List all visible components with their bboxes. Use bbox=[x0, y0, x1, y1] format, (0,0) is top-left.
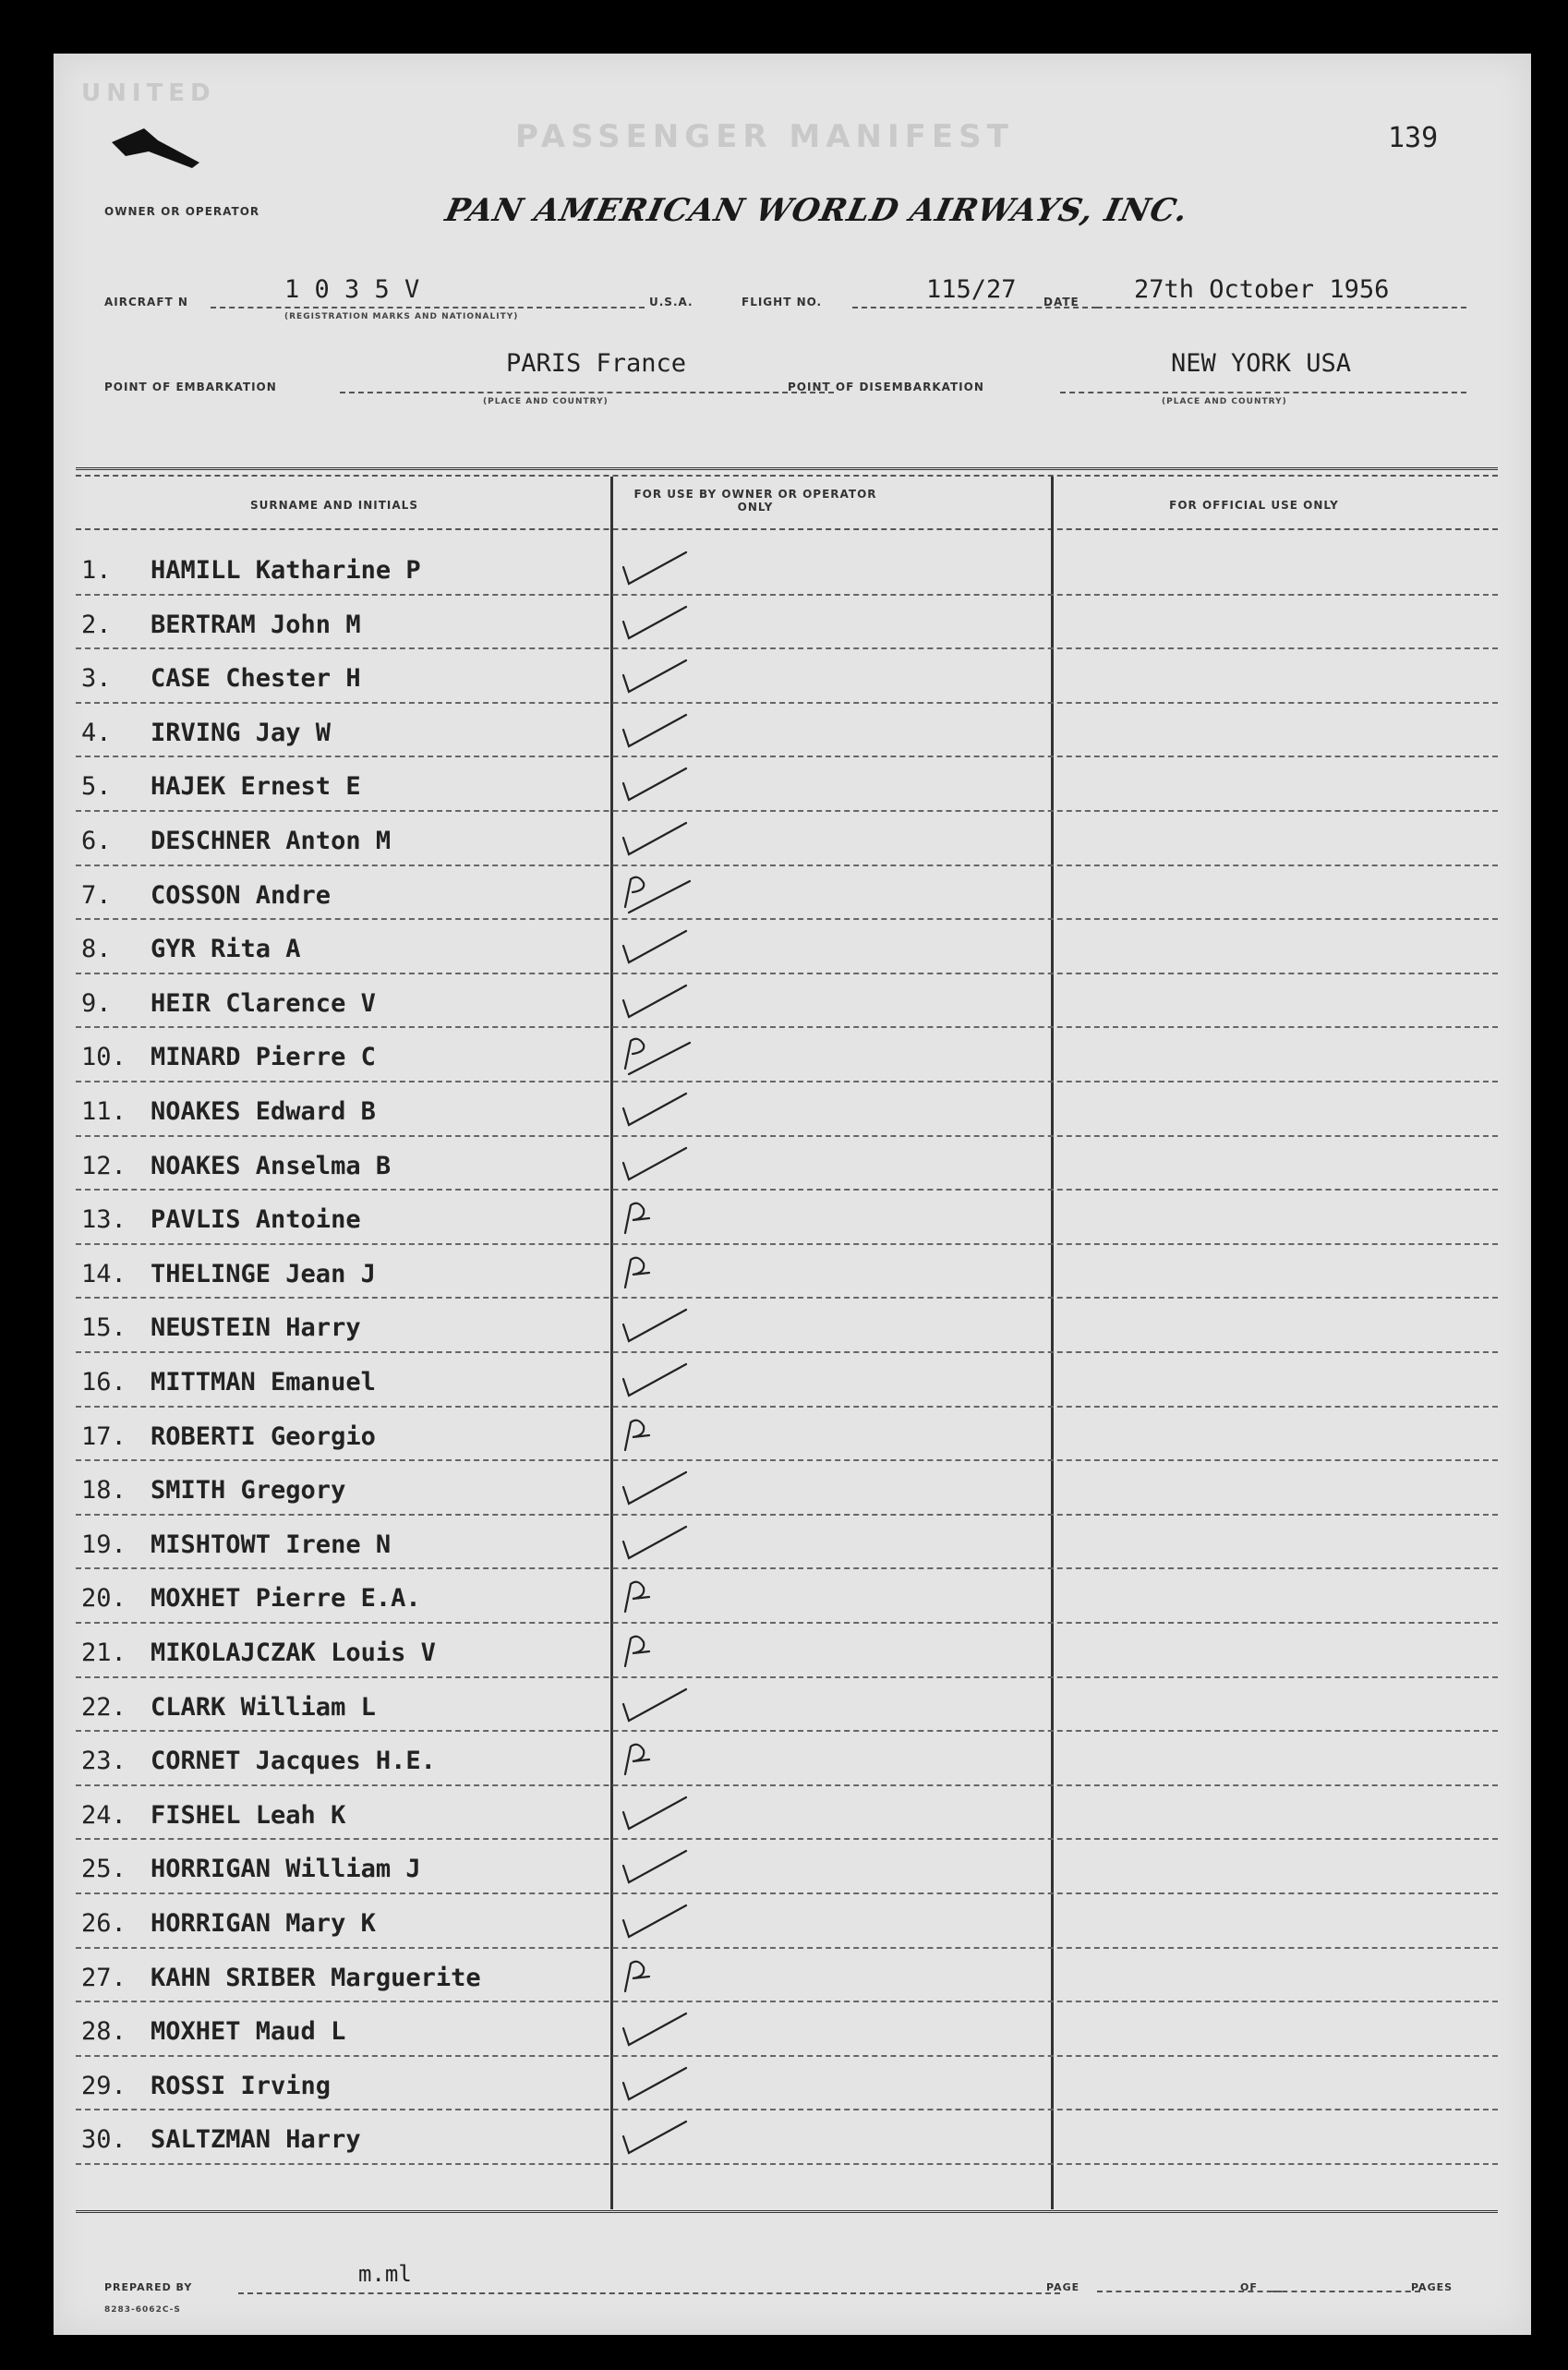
check-mark-icon bbox=[612, 1143, 695, 1185]
passenger-name: NOAKES Edward B bbox=[151, 1097, 376, 1126]
usa-label: U.S.A. bbox=[649, 296, 694, 308]
row-rule bbox=[76, 1297, 1498, 1299]
date-field bbox=[1097, 275, 1466, 308]
row-number: 7. bbox=[81, 880, 112, 910]
disembark-label: POINT OF DISEMBARKATION bbox=[788, 381, 984, 393]
embark-sublabel: (PLACE AND COUNTRY) bbox=[483, 397, 609, 406]
row-rule bbox=[76, 1567, 1498, 1569]
row-number: 16. bbox=[81, 1368, 127, 1397]
divider-2 bbox=[1051, 477, 1054, 2209]
passenger-name: GYR Rita A bbox=[151, 935, 301, 964]
check-mark-icon bbox=[612, 601, 695, 644]
passenger-name: COSSON Andre bbox=[151, 880, 332, 910]
embark-field bbox=[340, 349, 834, 393]
passenger-name: HORRIGAN Mary K bbox=[151, 1909, 376, 1938]
row-number: 2. bbox=[81, 610, 112, 639]
passenger-name: NOAKES Anselma B bbox=[151, 1151, 392, 1180]
embark-label: POINT OF EMBARKATION bbox=[104, 381, 277, 393]
row-rule bbox=[76, 756, 1498, 757]
of-label: OF bbox=[1240, 2281, 1258, 2293]
col-surname-header: SURNAME AND INITIALS bbox=[250, 499, 418, 512]
embark-value: PARIS France bbox=[506, 349, 687, 378]
row-rule bbox=[76, 865, 1498, 866]
row-rule bbox=[76, 647, 1498, 649]
prepared-value: m.ml bbox=[358, 2261, 412, 2287]
row-number: 13. bbox=[81, 1205, 127, 1235]
row-rule bbox=[76, 1730, 1498, 1732]
row-rule bbox=[76, 1838, 1498, 1840]
manifest-page bbox=[54, 54, 1531, 2335]
row-rule bbox=[76, 2055, 1498, 2057]
check-mark-icon bbox=[612, 547, 695, 589]
check-mark-icon bbox=[612, 763, 695, 805]
row-number: 10. bbox=[81, 1043, 127, 1072]
check-mark-icon bbox=[612, 1684, 695, 1726]
owner-label: OWNER OR OPERATOR bbox=[104, 205, 260, 218]
row-rule bbox=[76, 1676, 1498, 1678]
row-rule bbox=[76, 1784, 1498, 1786]
check-mark-icon bbox=[612, 2008, 695, 2050]
table-top-rule bbox=[76, 467, 1498, 470]
col-official-header: FOR OFFICIAL USE ONLY bbox=[1169, 499, 1339, 512]
row-number: 5. bbox=[81, 772, 112, 802]
row-rule bbox=[76, 1406, 1498, 1408]
row-rule bbox=[76, 1026, 1498, 1028]
row-rule bbox=[76, 1351, 1498, 1353]
table-top-rule-2 bbox=[76, 475, 1498, 477]
check-mark-icon bbox=[612, 655, 695, 697]
passenger-name: CLARK William L bbox=[151, 1692, 376, 1722]
row-number: 21. bbox=[81, 1638, 127, 1667]
row-rule bbox=[76, 2163, 1498, 2165]
company-name: PAN AMERICAN WORLD AIRWAYS, INC. bbox=[441, 192, 1192, 229]
passenger-name: HAJEK Ernest E bbox=[151, 772, 361, 802]
row-number: 25. bbox=[81, 1855, 127, 1884]
date-label: DATE bbox=[1043, 296, 1080, 308]
passenger-name: SALTZMAN Harry bbox=[151, 2125, 361, 2155]
check-mark-icon bbox=[612, 1467, 695, 1509]
row-number: 18. bbox=[81, 1476, 127, 1505]
row-rule bbox=[76, 1947, 1498, 1949]
a-mark-icon bbox=[612, 872, 695, 914]
prepared-label: PREPARED BY bbox=[104, 2281, 193, 2293]
row-number: 19. bbox=[81, 1530, 127, 1559]
passenger-name: MISHTOWT Irene N bbox=[151, 1530, 392, 1559]
check-mark-icon bbox=[612, 1845, 695, 1888]
row-number: 12. bbox=[81, 1151, 127, 1180]
passenger-name: MITTMAN Emanuel bbox=[151, 1368, 376, 1397]
passenger-name: IRVING Jay W bbox=[151, 718, 332, 747]
check-mark-icon bbox=[612, 1900, 695, 1942]
row-number: 26. bbox=[81, 1909, 127, 1938]
passenger-name: HEIR Clarence V bbox=[151, 988, 376, 1018]
row-rule bbox=[76, 594, 1498, 596]
flight-label: FLIGHT NO. bbox=[742, 296, 823, 308]
row-number: 3. bbox=[81, 664, 112, 694]
pages-label: PAGES bbox=[1411, 2281, 1453, 2293]
row-rule bbox=[76, 1081, 1498, 1082]
row-number: 30. bbox=[81, 2125, 127, 2155]
row-number: 20. bbox=[81, 1584, 127, 1614]
row-rule bbox=[76, 1622, 1498, 1624]
table-bottom-rule bbox=[76, 2210, 1498, 2213]
prepared-field bbox=[238, 2261, 1060, 2294]
check-mark-icon bbox=[612, 1304, 695, 1347]
a-mark-icon bbox=[612, 1737, 695, 1780]
row-rule bbox=[76, 2109, 1498, 2110]
faded-stamp-text: UNITED bbox=[81, 79, 216, 107]
page-number: 139 bbox=[1388, 122, 1439, 154]
disembark-sublabel: (PLACE AND COUNTRY) bbox=[1162, 397, 1287, 406]
row-number: 8. bbox=[81, 935, 112, 964]
row-number: 27. bbox=[81, 1963, 127, 1992]
check-mark-icon bbox=[612, 2116, 695, 2158]
row-rule bbox=[76, 1243, 1498, 1245]
a-mark-icon bbox=[612, 1251, 695, 1293]
row-rule bbox=[76, 1135, 1498, 1137]
row-number: 1. bbox=[81, 556, 112, 585]
a-mark-icon bbox=[612, 1034, 695, 1076]
col-owner-header: FOR USE BY OWNER OR OPERATOR ONLY bbox=[633, 488, 877, 514]
row-number: 9. bbox=[81, 988, 112, 1018]
page-label: PAGE bbox=[1046, 2281, 1080, 2293]
row-number: 23. bbox=[81, 1747, 127, 1776]
check-mark-icon bbox=[612, 817, 695, 860]
row-number: 11. bbox=[81, 1097, 127, 1126]
form-code: 8283-6062C-S bbox=[104, 2305, 181, 2315]
passenger-name: MIKOLAJCZAK Louis V bbox=[151, 1638, 436, 1667]
check-mark-icon bbox=[612, 1359, 695, 1401]
check-mark-icon bbox=[612, 2062, 695, 2105]
row-number: 6. bbox=[81, 827, 112, 855]
aircraft-value: 1 0 3 5 V bbox=[284, 275, 420, 304]
date-value: 27th October 1956 bbox=[1134, 275, 1390, 304]
aircraft-sublabel: (REGISTRATION MARKS AND NATIONALITY) bbox=[284, 312, 519, 321]
passenger-name: NEUSTEIN Harry bbox=[151, 1313, 361, 1343]
check-mark-icon bbox=[612, 1521, 695, 1564]
flight-value: 115/27 bbox=[926, 275, 1017, 304]
row-number: 28. bbox=[81, 2017, 127, 2047]
passenger-name: MOXHET Pierre E.A. bbox=[151, 1584, 421, 1614]
passenger-name: ROSSI Irving bbox=[151, 2071, 332, 2100]
aircraft-field bbox=[211, 275, 645, 308]
passenger-name: DESCHNER Anton M bbox=[151, 827, 392, 855]
faded-title: PASSENGER MANIFEST bbox=[515, 118, 1014, 155]
a-mark-icon bbox=[612, 1575, 695, 1617]
passenger-name: FISHEL Leah K bbox=[151, 1800, 346, 1830]
passenger-name: MOXHET Maud L bbox=[151, 2017, 346, 2047]
aircraft-label: AIRCRAFT N bbox=[104, 296, 188, 308]
passenger-name: HORRIGAN William J bbox=[151, 1855, 421, 1884]
a-mark-icon bbox=[612, 1629, 695, 1672]
row-number: 17. bbox=[81, 1421, 127, 1451]
disembark-field bbox=[1060, 349, 1466, 393]
row-rule bbox=[76, 918, 1498, 920]
row-number: 22. bbox=[81, 1692, 127, 1722]
row-rule bbox=[76, 2001, 1498, 2002]
row-rule bbox=[76, 1459, 1498, 1461]
check-mark-icon bbox=[612, 980, 695, 1022]
passenger-name: HAMILL Katharine P bbox=[151, 556, 421, 585]
row-number: 14. bbox=[81, 1259, 127, 1288]
row-rule bbox=[76, 973, 1498, 974]
row-rule bbox=[76, 1514, 1498, 1516]
row-number: 24. bbox=[81, 1800, 127, 1830]
passenger-name: PAVLIS Antoine bbox=[151, 1205, 361, 1235]
a-mark-icon bbox=[612, 1954, 695, 1997]
passenger-name: BERTRAM John M bbox=[151, 610, 361, 639]
passenger-name: SMITH Gregory bbox=[151, 1476, 346, 1505]
check-mark-icon bbox=[612, 709, 695, 752]
row-rule bbox=[76, 810, 1498, 812]
disembark-value: NEW YORK USA bbox=[1171, 349, 1352, 378]
a-mark-icon bbox=[612, 1196, 695, 1239]
passenger-name: ROBERTI Georgio bbox=[151, 1421, 376, 1451]
row-rule bbox=[76, 1189, 1498, 1191]
check-mark-icon bbox=[612, 1792, 695, 1834]
passenger-name: THELINGE Jean J bbox=[151, 1259, 376, 1288]
of-field bbox=[1272, 2289, 1420, 2292]
row-rule bbox=[76, 702, 1498, 704]
check-mark-icon bbox=[612, 1088, 695, 1131]
row-number: 4. bbox=[81, 718, 112, 747]
row-rule bbox=[76, 1892, 1498, 1894]
check-mark-icon bbox=[612, 925, 695, 968]
header-bottom-rule bbox=[76, 528, 1498, 530]
row-number: 15. bbox=[81, 1313, 127, 1343]
passenger-name: CASE Chester H bbox=[151, 664, 361, 694]
row-number: 29. bbox=[81, 2071, 127, 2100]
ink-blot-mark bbox=[107, 124, 209, 179]
passenger-name: CORNET Jacques H.E. bbox=[151, 1747, 436, 1776]
passenger-name: KAHN SRIBER Marguerite bbox=[151, 1963, 481, 1992]
a-mark-icon bbox=[612, 1413, 695, 1456]
passenger-name: MINARD Pierre C bbox=[151, 1043, 376, 1072]
